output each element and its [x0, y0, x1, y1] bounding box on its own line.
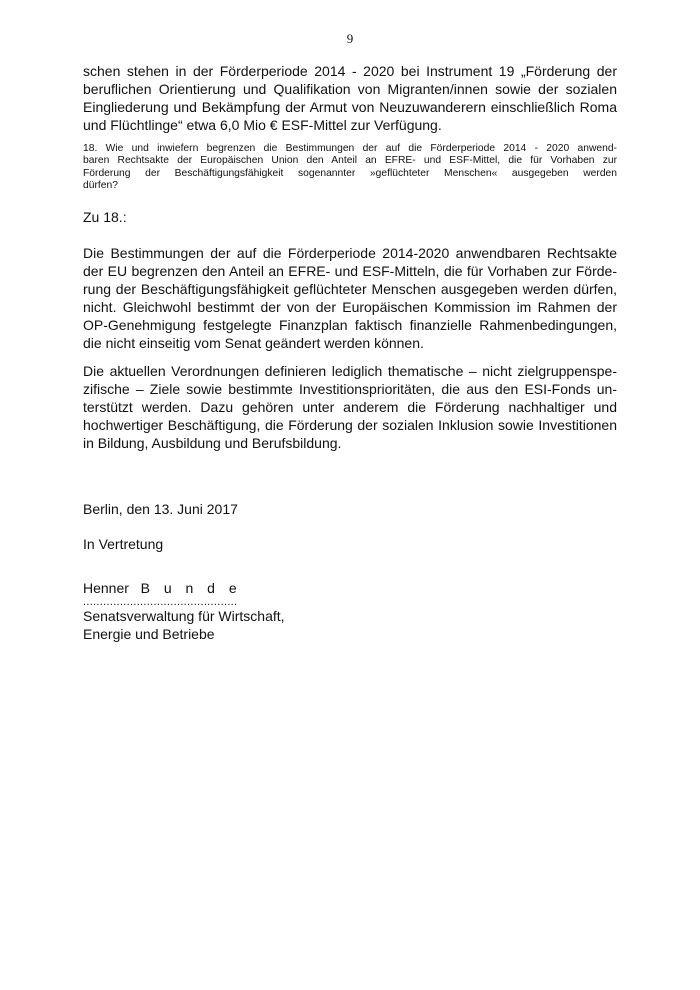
page-number: 9 — [346, 31, 354, 46]
answer-heading: Zu 18.: — [83, 209, 127, 225]
signatory-first-name: Henner — [83, 580, 129, 596]
intro-paragraph — [83, 62, 617, 134]
answer-line: OP-Genehmigung festgelegte Finanzplan faktisch finanzielle Rahmenbedingungen, — [83, 317, 617, 333]
signature-dotted-line: .............................................. — [83, 596, 238, 608]
answer-line: hochwertiger Beschäftigung, die Förderung der sozialen Inklusion sowie Investitionen — [83, 417, 617, 433]
answer-line: zifische – Ziele sowie bestimmte Investitionsprioritäten, die aus den ESI-Fonds un- — [83, 381, 617, 397]
question-line: 18. Wie und inwiefern begrenzen die Bestimmungen der auf die Förderperiode 2014 - 2020 anwend- — [83, 143, 617, 154]
answer-line: nicht. Gleichwohl bestimmt der von der Europäischen Kommission im Rahmen der — [83, 299, 617, 315]
answer-line: rung der Beschäftigungsfähigkeit geflüchteter Menschen ausgegeben werden dürfen, — [83, 281, 617, 297]
answer-line: der EU begrenzen den Anteil an EFRE- und ESF-Mitteln, die für Vorhaben zur Förde- — [83, 263, 617, 279]
answer-line: Die Bestimmungen der auf die Förderperiode 2014-2020 anwendbaren Rechtsakte — [83, 245, 617, 261]
question-block — [83, 143, 617, 192]
place-date: Berlin, den 13. Juni 2017 — [83, 501, 238, 517]
signatory-last-name: B u n d e — [140, 580, 242, 596]
signatory-name — [83, 579, 617, 597]
answer-heading-block — [83, 208, 617, 226]
question-line: Förderung der Beschäftigungsfähigkeit sogenannter »geflüchteter Menschen« ausgegeben werden — [83, 167, 617, 179]
question-line: dürfen? — [83, 179, 118, 191]
answer-paragraph-2 — [83, 362, 617, 452]
department-line-1: Senatsverwaltung für Wirtschaft, — [83, 608, 285, 624]
representation-note: In Vertretung — [83, 536, 164, 552]
answer-line: die nicht einseitig vom Senat geändert werden können. — [83, 335, 424, 351]
answer-paragraph-1 — [83, 244, 617, 352]
department-line-2: Energie und Betriebe — [83, 626, 215, 642]
answer-line: in Bildung, Ausbildung und Berufsbildung. — [83, 435, 342, 451]
signature-block — [83, 579, 617, 643]
answer-line: Die aktuellen Verordnungen definieren lediglich thematische – nicht zielgruppenspe- — [83, 363, 617, 379]
intro-line: beruflichen Orientierung und Qualifikation von Migranten/innen sowie der sozialen — [83, 81, 617, 97]
answer-line: terstützt werden. Dazu gehören unter anderem die Förderung nachhaltiger und — [83, 399, 617, 415]
question-line: baren Rechtsakte der Europäischen Union den Anteil an EFRE- und ESF-Mittel, die für Vorhaben zur — [83, 155, 617, 167]
intro-line: schen stehen in der Förderperiode 2014 - 2020 bei Instrument 19 „Förderung der — [83, 63, 617, 79]
intro-line: und Flüchtlinge“ etwa 6,0 Mio € ESF-Mittel zur Verfügung. — [83, 117, 442, 133]
signature-place-date-block — [83, 500, 617, 518]
signature-representation-block — [83, 535, 617, 553]
intro-line: Eingliederung und Bekämpfung der Armut von Neuzuwanderern einschließlich Roma — [83, 99, 617, 115]
